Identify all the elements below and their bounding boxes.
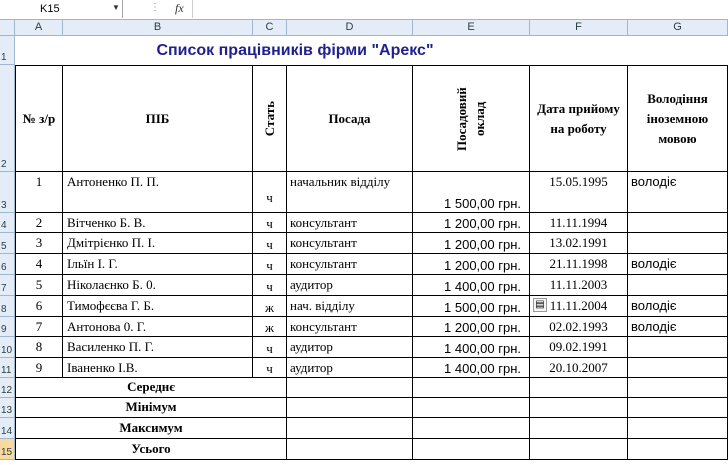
cell-gender[interactable] <box>253 296 287 317</box>
cell-position[interactable] <box>287 233 413 254</box>
summary-cell[interactable] <box>287 378 413 398</box>
cell-salary-value: 1 400,00 грн. <box>444 279 521 294</box>
cell-num[interactable] <box>15 213 63 233</box>
row-header-15[interactable] <box>0 439 15 460</box>
cell-position-value: начальник відділу <box>290 174 391 189</box>
cell-num-value: 9 <box>35 360 43 375</box>
cell-position-value: консультант <box>290 256 357 271</box>
cell-position[interactable] <box>287 358 413 378</box>
summary-cell[interactable] <box>413 439 530 460</box>
cell-num-value: 3 <box>35 235 43 250</box>
row-number: 14 <box>1 426 13 437</box>
row-number: 6 <box>1 262 7 273</box>
name-box-value: K15 <box>40 3 60 15</box>
drag-handle-icon[interactable]: ⋮ <box>150 2 159 13</box>
cell-num[interactable] <box>15 275 63 296</box>
cell-name-value: Василенко П. Г. <box>67 339 154 354</box>
cell-name-value: Антоненко П. П. <box>67 174 159 189</box>
row-header-1[interactable] <box>0 36 15 65</box>
header-language-label: Володіння іноземною мовою <box>646 90 709 146</box>
cell-gender-value: ч <box>266 279 273 294</box>
summary-cell[interactable] <box>628 418 728 439</box>
row-number: 2 <box>1 159 7 170</box>
row-number: 10 <box>1 345 13 356</box>
summary-cell[interactable] <box>530 439 628 460</box>
column-header-a[interactable]: A <box>15 20 63 36</box>
cell-name[interactable] <box>63 317 253 337</box>
cell-date-value: 11.11.1994 <box>549 215 608 230</box>
row-header-8[interactable] <box>0 296 15 317</box>
row-header-4[interactable] <box>0 213 15 233</box>
cell-language-value: володіє <box>631 298 677 313</box>
column-header-g[interactable]: G <box>628 20 728 36</box>
row-number: 1 <box>1 52 7 63</box>
cell-name-value: Ніколаєнко Б. 0. <box>67 277 156 292</box>
cell-date-value: 13.02.1991 <box>549 235 608 250</box>
summary-cell[interactable] <box>530 398 628 418</box>
insert-function-button[interactable]: fx <box>175 1 184 15</box>
name-box[interactable] <box>0 0 123 18</box>
cell-language[interactable] <box>628 254 728 275</box>
row-number: 13 <box>1 405 13 416</box>
header-name-label: ПІБ <box>145 110 170 126</box>
cell-name[interactable] <box>63 254 253 275</box>
summary-cell[interactable] <box>413 418 530 439</box>
cell-language[interactable] <box>628 337 728 358</box>
select-all-corner[interactable] <box>0 20 15 36</box>
formula-input[interactable] <box>192 0 728 18</box>
cell-num-value: 6 <box>35 298 43 313</box>
column-header-b[interactable]: B <box>63 20 253 36</box>
cell-date-value: 20.10.2007 <box>549 360 608 375</box>
summary-cell[interactable] <box>287 439 413 460</box>
cell-salary[interactable] <box>413 337 530 358</box>
cell-salary[interactable] <box>413 172 530 213</box>
cell-position[interactable] <box>287 337 413 358</box>
cell-salary[interactable] <box>413 213 530 233</box>
cell-date-value: 15.05.1995 <box>549 174 608 189</box>
chevron-down-icon[interactable]: ▼ <box>112 3 120 12</box>
cell-num[interactable] <box>15 172 63 213</box>
cell-position[interactable] <box>287 275 413 296</box>
cell-num[interactable] <box>15 317 63 337</box>
cell-gender[interactable] <box>253 275 287 296</box>
summary-cell[interactable] <box>413 378 530 398</box>
cell-salary-value: 1 400,00 грн. <box>444 361 521 376</box>
summary-label: Максимум <box>15 418 287 439</box>
cell-salary[interactable] <box>413 317 530 337</box>
header-num-label: № з/р <box>22 110 56 126</box>
cell-date-value: 21.11.1998 <box>549 256 608 271</box>
cell-language-value: володіє <box>631 256 677 271</box>
header-salary <box>413 65 530 172</box>
cell-position-value: консультант <box>290 235 357 250</box>
cell-gender[interactable] <box>253 213 287 233</box>
cell-language[interactable] <box>628 296 728 317</box>
cell-num[interactable] <box>15 233 63 254</box>
row-header-14[interactable] <box>0 418 15 439</box>
cell-num-value: 8 <box>35 339 43 354</box>
cell-name-value: Антонова 0. Г. <box>67 319 147 334</box>
cell-salary-value: 1 200,00 грн. <box>444 258 521 273</box>
cell-name-value: Іваненко І.В. <box>67 360 138 375</box>
cell-gender[interactable] <box>253 233 287 254</box>
cell-position-value: аудитор <box>290 360 333 375</box>
cell-language[interactable] <box>628 317 728 337</box>
cell-date-value: 11.11.2003 <box>549 277 608 292</box>
cell-language[interactable] <box>628 213 728 233</box>
cell-date[interactable] <box>530 275 628 296</box>
cell-name[interactable] <box>63 337 253 358</box>
cell-language-value: володіє <box>631 319 677 334</box>
summary-label: Усього <box>15 439 287 460</box>
row-number: 3 <box>1 200 7 211</box>
cell-date[interactable] <box>530 213 628 233</box>
cell-position[interactable] <box>287 254 413 275</box>
cell-num-value: 1 <box>35 174 43 189</box>
cell-num[interactable] <box>15 296 63 317</box>
cell-salary[interactable] <box>413 358 530 378</box>
cell-position-value: консультант <box>290 215 357 230</box>
cell-gender-value: ж <box>265 320 274 335</box>
header-num <box>15 65 63 172</box>
column-header-f[interactable]: F <box>530 20 628 36</box>
cell-position-value: нач. відділу <box>290 298 355 313</box>
summary-cell[interactable] <box>287 418 413 439</box>
row-header-12[interactable] <box>0 378 15 398</box>
cell-date-value: 02.02.1993 <box>549 319 608 334</box>
cell-gender[interactable] <box>253 337 287 358</box>
summary-cell[interactable] <box>413 398 530 418</box>
header-salary-label: Посадовий оклад <box>454 86 487 151</box>
row-number: 15 <box>1 447 13 458</box>
header-hire-date <box>530 65 628 172</box>
cell-date-value: 11.11.2004 <box>549 298 608 313</box>
cell-salary[interactable] <box>413 296 530 317</box>
cell-gender-value: ж <box>265 300 274 315</box>
cell-salary-value: 1 500,00 грн. <box>444 300 521 315</box>
column-header-d[interactable]: D <box>287 20 413 36</box>
cell-position[interactable] <box>287 317 413 337</box>
row-header-7[interactable] <box>0 275 15 296</box>
summary-cell[interactable] <box>628 439 728 460</box>
row-number: 8 <box>1 304 7 315</box>
cell-language[interactable] <box>628 275 728 296</box>
summary-cell[interactable] <box>287 398 413 418</box>
cell-gender[interactable] <box>253 172 287 213</box>
cell-salary-value: 1 500,00 грн. <box>444 196 521 211</box>
row-number: 4 <box>1 220 7 231</box>
row-number: 12 <box>1 385 13 396</box>
cell-gender-value: ч <box>266 216 273 231</box>
header-gender <box>253 65 287 172</box>
row-header-13[interactable] <box>0 398 15 418</box>
cell-language[interactable] <box>628 358 728 378</box>
header-hire-date-label: Дата прийому на роботу <box>537 100 620 136</box>
cell-num-value: 5 <box>35 277 43 292</box>
summary-cell[interactable] <box>530 378 628 398</box>
cell-salary[interactable] <box>413 233 530 254</box>
cell-salary-value: 1 200,00 грн. <box>444 216 521 231</box>
cell-date[interactable] <box>530 254 628 275</box>
cell-gender-value: ч <box>266 258 273 273</box>
summary-cell[interactable] <box>530 418 628 439</box>
sheet-title: Список працівників фірми "Арекс" <box>156 41 434 59</box>
row-number: 11 <box>1 365 12 376</box>
row-header-6[interactable] <box>0 254 15 275</box>
cell-name-value: Ільїн І. Г. <box>67 256 118 271</box>
row-header-3[interactable] <box>0 172 15 213</box>
cell-position[interactable] <box>287 213 413 233</box>
header-gender-label: Стать <box>261 100 277 137</box>
cell-language-value: володіє <box>631 174 677 189</box>
column-header-e[interactable]: E <box>413 20 530 36</box>
cell-name-value: Тимофєєва Г. Б. <box>67 298 155 313</box>
row-header-11[interactable] <box>0 358 15 378</box>
paste-options-icon[interactable]: ▤ <box>533 298 547 312</box>
header-name <box>63 65 253 172</box>
cell-language[interactable] <box>628 172 728 213</box>
row-number: 7 <box>1 283 7 294</box>
cell-position[interactable] <box>287 296 413 317</box>
cell-salary-value: 1 400,00 грн. <box>444 341 521 356</box>
cell-position-value: аудитор <box>290 339 333 354</box>
cell-salary[interactable] <box>413 275 530 296</box>
cell-salary-value: 1 200,00 грн. <box>444 320 521 335</box>
formula-bar <box>0 0 728 20</box>
cell-gender-value: ч <box>266 341 273 356</box>
cell-num[interactable] <box>15 337 63 358</box>
cell-num[interactable] <box>15 254 63 275</box>
cell-date[interactable] <box>530 233 628 254</box>
cell-num-value: 7 <box>35 319 43 334</box>
cell-salary-value: 1 200,00 грн. <box>444 237 521 252</box>
cell-date[interactable] <box>530 317 628 337</box>
cell-name[interactable] <box>63 275 253 296</box>
cell-gender[interactable] <box>253 254 287 275</box>
summary-label: Середнє <box>15 378 287 398</box>
cell-gender-value: ч <box>266 237 273 252</box>
cell-name[interactable] <box>63 213 253 233</box>
row-number: 5 <box>1 241 7 252</box>
cell-position-value: аудитор <box>290 277 333 292</box>
row-header-5[interactable] <box>0 233 15 254</box>
summary-cell[interactable] <box>628 398 728 418</box>
row-header-10[interactable] <box>0 337 15 358</box>
cell-date-value: 09.02.1991 <box>549 339 608 354</box>
header-position <box>287 65 413 172</box>
cell-name[interactable] <box>63 172 253 213</box>
cell-name[interactable] <box>63 233 253 254</box>
cell-gender[interactable] <box>253 317 287 337</box>
cell-num-value: 2 <box>35 215 43 230</box>
cell-position-value: консультант <box>290 319 357 334</box>
cell-name[interactable] <box>63 358 253 378</box>
cell-position[interactable] <box>287 172 413 213</box>
cell-num[interactable] <box>15 358 63 378</box>
header-position-label: Посада <box>328 110 371 126</box>
cell-gender-value: ч <box>266 361 273 376</box>
header-language <box>628 65 728 172</box>
row-number: 9 <box>1 324 7 335</box>
cell-language[interactable] <box>628 233 728 254</box>
cell-gender-value: ч <box>266 190 273 205</box>
row-header-9[interactable] <box>0 317 15 337</box>
cell-date[interactable] <box>530 358 628 378</box>
summary-cell[interactable] <box>628 378 728 398</box>
cell-gender[interactable] <box>253 358 287 378</box>
cell-name[interactable] <box>63 296 253 317</box>
column-header-c[interactable]: C <box>253 20 287 36</box>
cell-num-value: 4 <box>35 256 43 271</box>
cell-salary[interactable] <box>413 254 530 275</box>
cell-name-value: Вітченко Б. В. <box>67 215 146 230</box>
cell-date[interactable] <box>530 172 628 213</box>
row-header-2[interactable] <box>0 65 15 172</box>
cell-name-value: Дмітрієнко П. І. <box>67 235 156 250</box>
summary-label: Мінімум <box>15 398 287 418</box>
cell-date[interactable] <box>530 337 628 358</box>
